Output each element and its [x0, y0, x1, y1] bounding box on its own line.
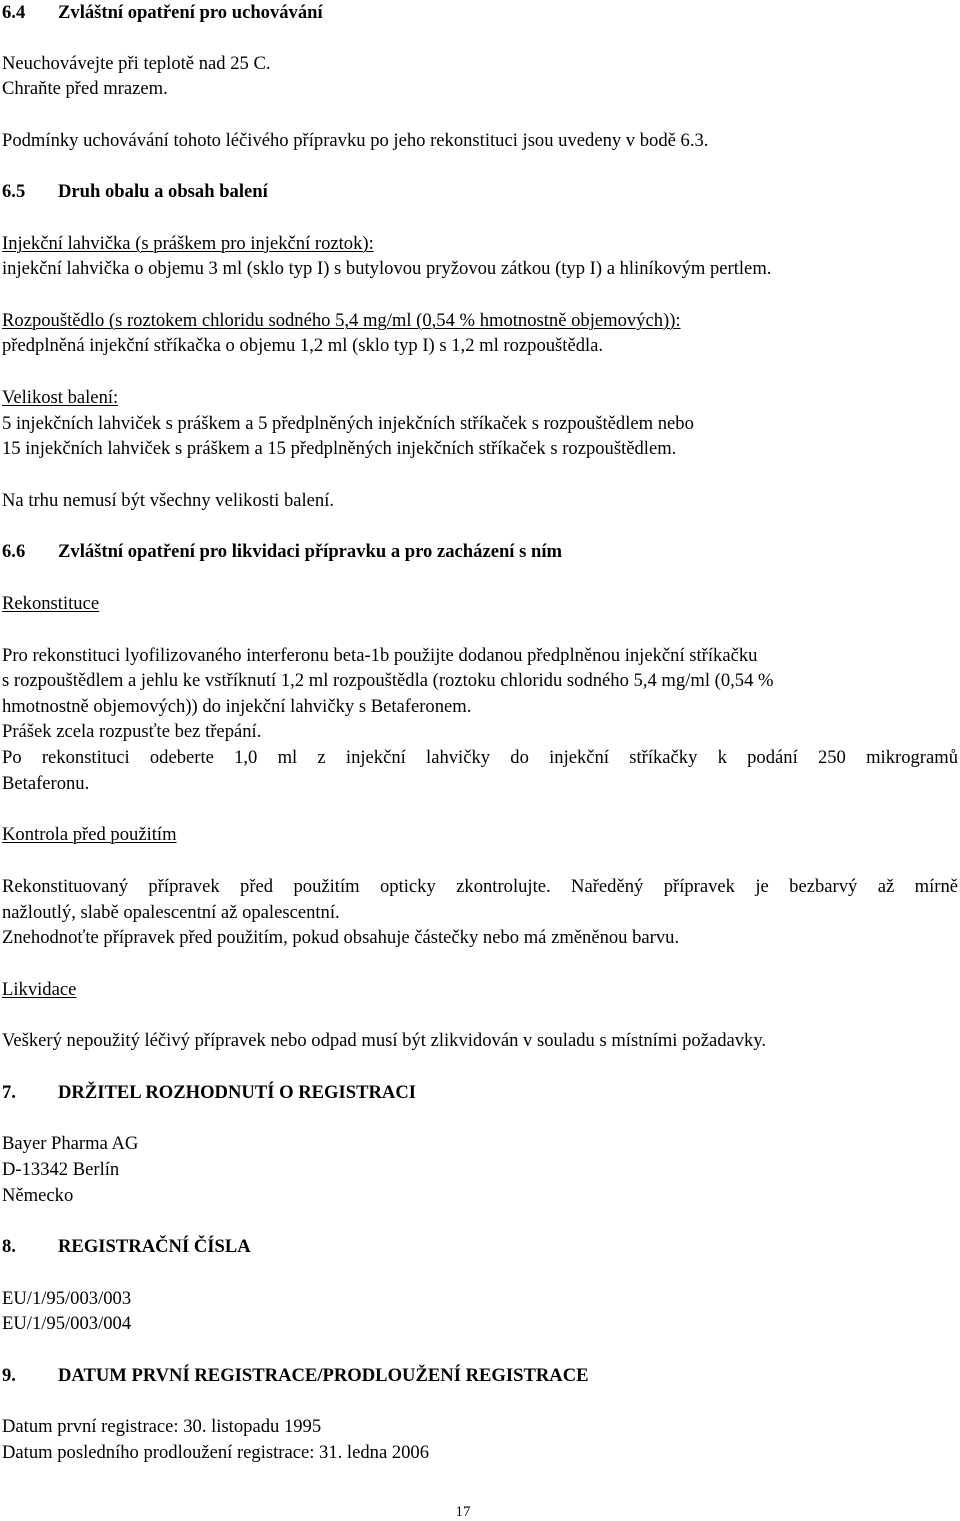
section-number: 6.6 — [2, 541, 26, 562]
section-number: 6.5 — [2, 181, 26, 202]
section-6-5-heading — [2, 181, 268, 203]
section-6-6-heading — [2, 541, 562, 563]
registration-number-1: EU/1/95/003/003 — [2, 1288, 132, 1309]
inspection-line-3: Znehodnoťte přípravek před použitím, pokud obsahuje částečky nebo má změněnou barvu. — [2, 927, 680, 948]
reconstitution-line-2: s rozpouštědlem a jehlu ke vstříknutí 1,2 ml rozpouštědla (roztoku chloridu sodného 5,4 mg/ml (0,54 % — [2, 670, 774, 691]
section-title: DATUM PRVNÍ REGISTRACE/PRODLOUŽENÍ REGISTRACE — [58, 1365, 589, 1386]
reconstitution-line-4: Prášek zcela rozpusťte bez třepání. — [2, 721, 262, 742]
section-title: Zvláštní opatření pro likvidaci přípravku a pro zacházení s ním — [58, 541, 562, 562]
vial-heading: Injekční lahvička (s práškem pro injekční roztok): — [2, 233, 374, 254]
section-8-heading — [2, 1236, 251, 1258]
reconstitution-line-3: hmotnostně objemových)) do injekční lahvičky s Betaferonem. — [2, 696, 472, 717]
page-number: 17 — [455, 1504, 471, 1520]
section-number: 7. — [2, 1082, 16, 1103]
holder-city: D-13342 Berlín — [2, 1159, 120, 1180]
section-title: REGISTRAČNÍ ČÍSLA — [58, 1236, 251, 1257]
inspection-line-1: Rekonstituovaný přípravek před použitím opticky zkontrolujte. Naředěný přípravek je bezbarvý až mírně — [2, 876, 958, 897]
section-6-4-heading — [2, 2, 323, 24]
inspection-line-2: nažloutlý, slabě opalescentní až opalescentní. — [2, 902, 340, 923]
storage-frost: Chraňte před mrazem. — [2, 78, 168, 99]
pack-size-line-2: 15 injekčních lahviček s práškem a 15 předplněných injekčních stříkaček s rozpouštědlem. — [2, 438, 677, 459]
section-number: 8. — [2, 1236, 16, 1257]
vial-text: injekční lahvička o objemu 3 ml (sklo typ I) s butylovou pryžovou zátkou (typ I) a hliníkovým pertlem. — [2, 258, 772, 279]
disposal-heading: Likvidace — [2, 979, 77, 1000]
holder-country: Německo — [2, 1185, 74, 1206]
solvent-text: předplněná injekční stříkačka o objemu 1,2 ml (sklo typ I) s 1,2 ml rozpouštědla. — [2, 335, 604, 356]
storage-temperature: Neuchovávejte při teplotě nad 25 C. — [2, 53, 271, 74]
holder-name: Bayer Pharma AG — [2, 1133, 139, 1154]
pack-size-line-1: 5 injekčních lahviček s práškem a 5 předplněných injekčních stříkaček s rozpouštědlem nebo — [2, 413, 694, 434]
section-title: Druh obalu a obsah balení — [58, 181, 268, 202]
reconstitution-line-6: Betaferonu. — [2, 773, 90, 794]
pack-size-note: Na trhu nemusí být všechny velikosti balení. — [2, 490, 335, 511]
inspection-heading: Kontrola před použitím — [2, 824, 177, 845]
reconstitution-heading: Rekonstituce — [2, 593, 100, 614]
section-7-heading — [2, 1082, 416, 1104]
solvent-heading: Rozpouštědlo (s roztokem chloridu sodného 5,4 mg/ml (0,54 % hmotnostně objemových)): — [2, 310, 681, 331]
reconstitution-line-1: Pro rekonstituci lyofilizovaného interferonu beta-1b použijte dodanou předplněnou injekční stříkačku — [2, 645, 758, 666]
section-title: DRŽITEL ROZHODNUTÍ O REGISTRACI — [58, 1082, 417, 1103]
section-9-heading — [2, 1365, 589, 1387]
pack-size-heading: Velikost balení: — [2, 387, 119, 408]
registration-number-2: EU/1/95/003/004 — [2, 1313, 132, 1334]
storage-after-reconstitution: Podmínky uchovávání tohoto léčivého přípravku po jeho rekonstituci jsou uvedeny v bodě 6.3. — [2, 130, 709, 151]
reconstitution-line-5: Po rekonstituci odeberte 1,0 ml z injekční lahvičky do injekční stříkačky k podání 250 mikrogramů — [2, 747, 958, 768]
last-renewal-date: Datum posledního prodloužení registrace: 31. ledna 2006 — [2, 1442, 430, 1463]
section-number: 9. — [2, 1365, 16, 1386]
section-title: Zvláštní opatření pro uchovávání — [58, 2, 323, 23]
disposal-line-1: Veškerý nepoužitý léčivý přípravek nebo odpad musí být zlikvidován v souladu s místními požadavky. — [2, 1030, 767, 1051]
section-number: 6.4 — [2, 2, 26, 23]
first-registration-date: Datum první registrace: 30. listopadu 1995 — [2, 1416, 322, 1437]
